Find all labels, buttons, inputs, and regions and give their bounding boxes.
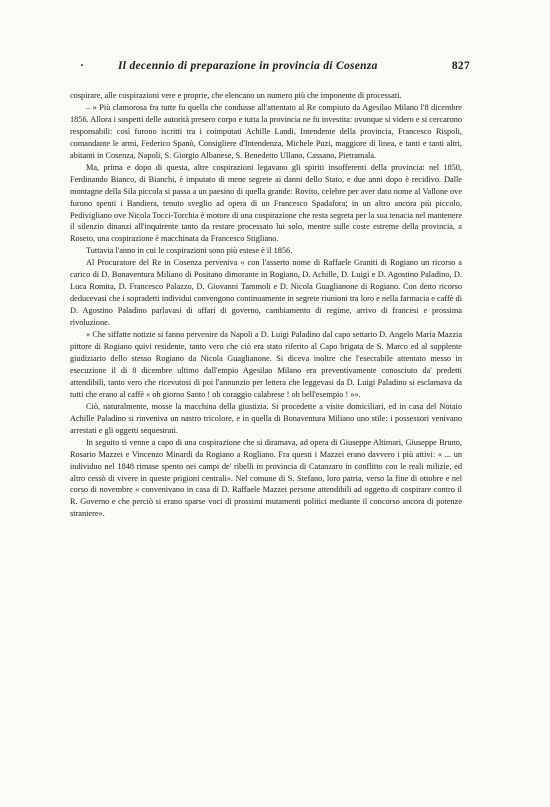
paragraph-7: Ciò, naturalmente, mosse la macchina della giustizia. Si procedette a visite domiciliari, ed in casa del Notaio Achille Paladino si rinvenivа un nastro tricolore, e in quella di Bonaventura Miliano uno stile: i possessori venivano arrestati e gli oggetti sequestrati. bbox=[70, 401, 462, 435]
paragraph-2: – » Più clamorosa fra tutte fu quella che condusse all'attentato al Re compiuto da Agesilao Milano l'8 dicembre 1856. Allora i sospetti delle autorità presero corpo e tutta la provincia ne fu investita: ovunque si videro e si cercarono responsabili: così furono iscritti tra i coimputati Achille Landi, Intendente della provincia, Francesco Rispoli, comandante le armi, Federico Spanò, Consigliere d'Intendenza, Michele Puzi, maggiore di linea, e tanti e tanti altri, abitanti in Cosenza, Napoli, S. Giorgio Albanese, S. Benedetto Ullano, Cassano, Pietramala. bbox=[70, 102, 462, 160]
paragraph-1: cospirare, alle cospirazioni vere e proprie, che elencano un numero più che imponente di processati. bbox=[70, 91, 402, 100]
paragraph-4: Tuttavia l'anno in cui le cospirazioni sono più estese è il 1856. bbox=[86, 246, 293, 256]
header-marker: · bbox=[80, 60, 85, 72]
running-head bbox=[70, 60, 470, 78]
page-number: 827 bbox=[451, 60, 470, 72]
paragraph-5: Al Procuratore del Re in Cosenza perveniva « con l'asserto nome di Raffaele Graniti di Rogiano un ricorso a carico di D. Bonaventura Miliano di Positano dimorante in Rogiano, D. Achille, D. Luigi e D. Agostino Paladino, D. Luca Romita, D. Francesco Palazzo, D. Giovanni Tammoli e D. Nicola Guaglianone di Rogiano. Con detto ricorso deducevasi che i sopradetti individui convengono continuamente in segrete riunioni tra loro e nella farmacia e caffè di D. Agostino Paladino parlavasi di affari di governo, cambiamento di regime, arrivo di francesi e prossima rivoluzione. bbox=[70, 258, 462, 328]
body-text bbox=[70, 90, 462, 520]
paragraph-3: Ma, prima e dopo di questa, altre cospirazioni legavano gli spiriti insofferenti della provincia: nel 1850, Ferdinando Bianco, di Bianchi, è imputato di mene segrete ai danni dello Stato, e due anni dopo è recidivo. Dalle montagne della Sila piccola si passa a un paesino di quella grande: Rovito, celebre per aver dato nome al Vallone ove furono spenti i Bandiera, tenuto sveglio ad opera di un Francesco Spadafora; in un altro ancora più piccolo, Pedivigliano ove Nicola Tocci-Torchia è motore di una cospirazione che resta segreta per la sua tenacia nel mantenere il silenzio dinanzi all'inquirente tanto da restare processato lui solo, mentre sulle coste estreme della provincia, a Roseto, una cospirazione è macchinata da Francesco Stigliano. bbox=[70, 162, 462, 244]
paragraph-8: In seguito si venne a capo di una cospirazione che si diramava, ad opera di Giuseppe Altimari, Giuseppe Bruno, Rosario Mazzei e Vincenzo Minardi da Rogiano a Rogliano. Fra questi i Mazzei erano davvero i più attivi: « ... un individuo nel 1848 rimase spento nei campi de' ribelli in provincia di Catanzaro in conflitto con le reali milizie, ed altro cessò di vivere in queste prigioni centrali». Nel comune di S. Stefano, loro patria, verso la fine di ottobre e nel corso di novembre « convenivano in casa di D. Raffaele Mazzei persone attendibili ad oggetto di cospirare contro il R. Governo e che perciò si erano sparse voci di prossimi mutamenti politici mediante il concorso ancora di potenze straniere». bbox=[70, 437, 462, 519]
paragraph-6: « Che siffatte notizie si fanno pervenire da Napoli a D. Luigi Paladino dal capo settario D. Angelo Maria Mazzia pittore di Rogiano quivi residente, tanto vero che ciò era stato riferito al Capo brigata de S. Marco ed al supplente giudiziario dello stesso Rogiano da Nicola Guaglianone. Si diceva inoltre che l'esecrabile attentato messo in esecuzione il di 8 dicembre ultimo dall'empio Agesilao Milano era preventivamente conosciuto da' predetti attendibili, tanto vero che ricevutosi di poi l'annunzio per lettera che leggevasi da D. Luigi Paladino si esclamava da tutti che erano al caffè « oh giorno Santo ! oh coraggio calabrese ! oh bell'esempio ! »». bbox=[70, 330, 462, 399]
running-title: Il decennio di preparazione in provincia di Cosenza bbox=[118, 60, 378, 72]
